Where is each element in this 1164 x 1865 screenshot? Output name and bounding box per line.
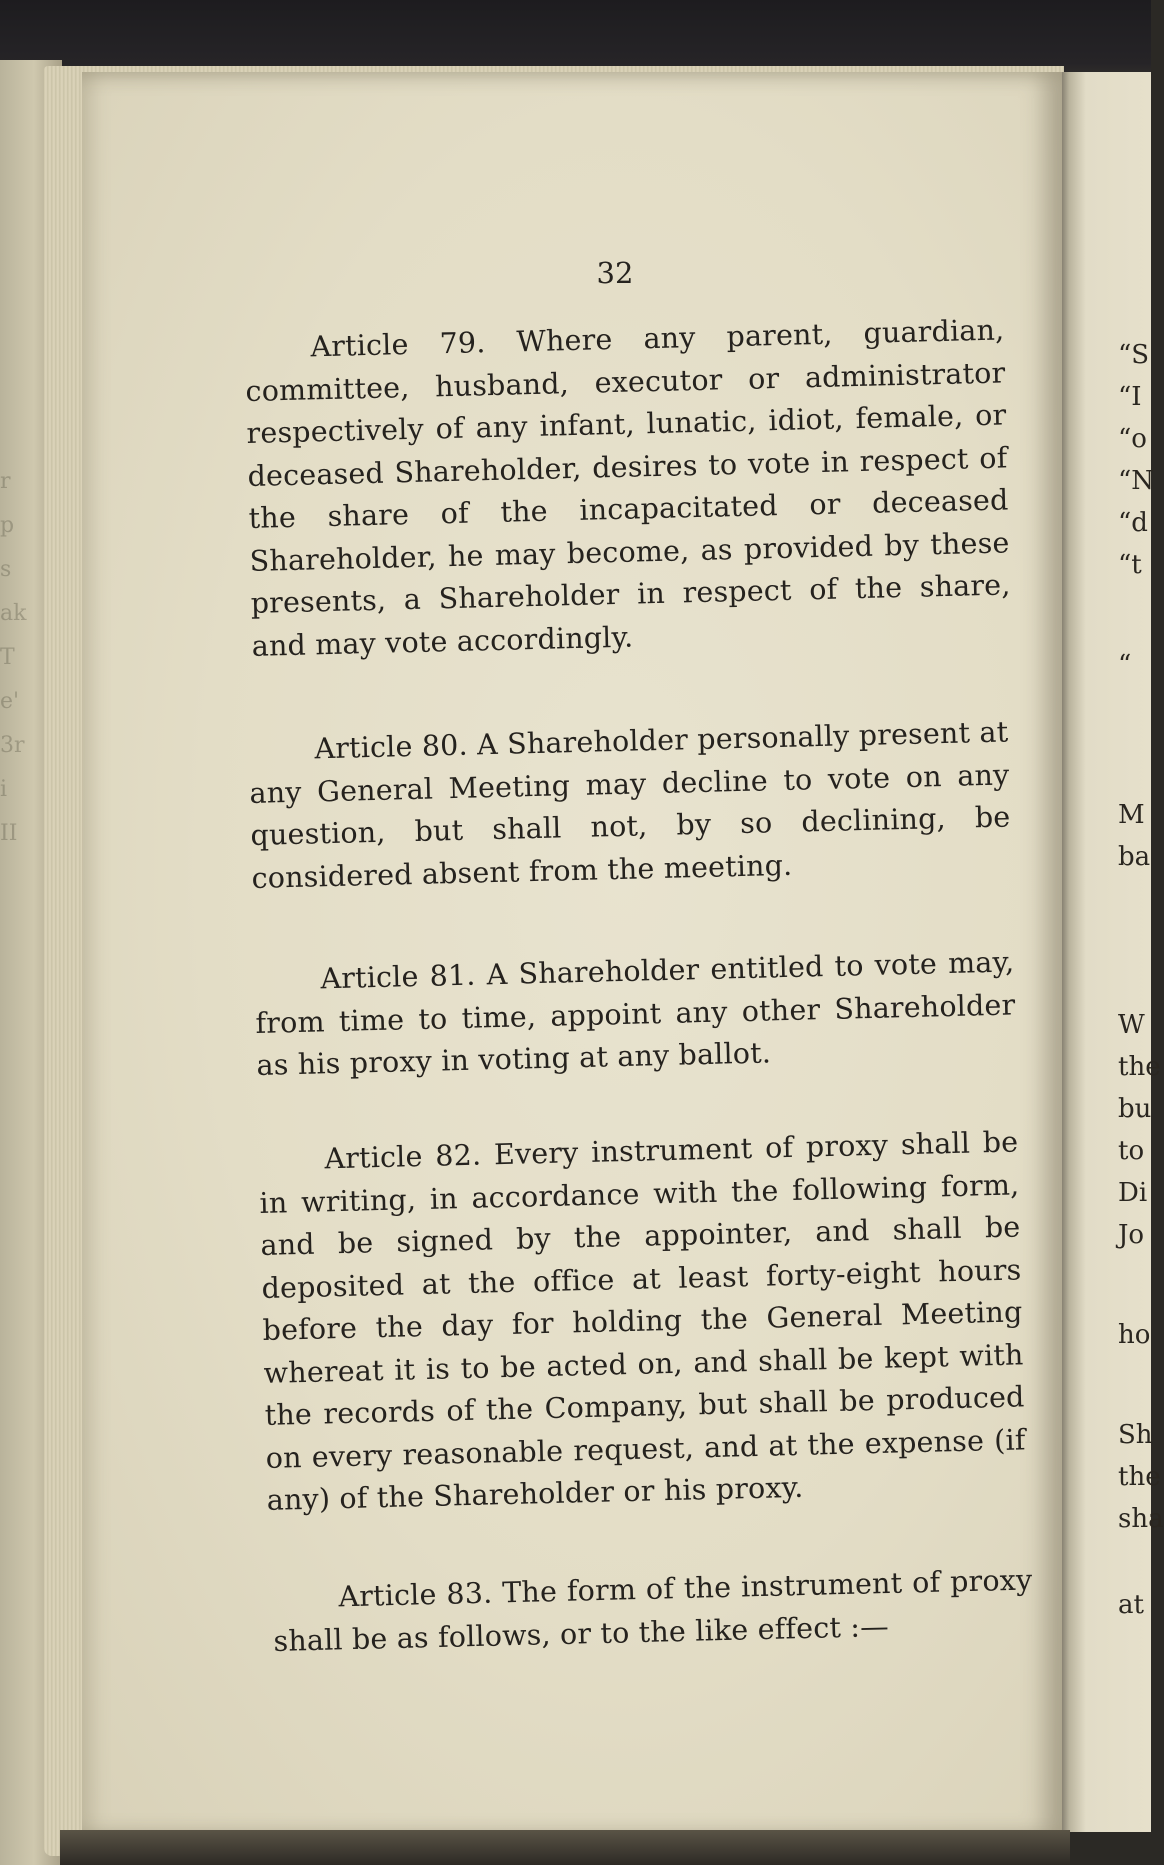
- right-fragment: ho: [1118, 1320, 1151, 1350]
- article-80: [248, 711, 1012, 900]
- left-fragment: T: [0, 645, 15, 670]
- right-fragment: “N: [1118, 466, 1155, 496]
- right-fragment: “d: [1118, 508, 1148, 538]
- left-fragment: ak: [0, 601, 27, 626]
- left-fragment: s: [0, 557, 12, 582]
- right-fragment: the: [1118, 1052, 1161, 1082]
- article-82-text: Article 82. Every instrument of proxy shall be in writing, in accordance with the following form, and be signed by the appointer, and shall be deposited at the office at least forty-eight hours before the day for holding the General Meeting whereat it is to be acted on, and shall be kept with the records of the Company, but shall be produced on every reasonable request, and at the expense (if any) of the Shareholder or his proxy.: [259, 1125, 1026, 1517]
- right-fragment: ba: [1118, 842, 1151, 872]
- right-fragment: “o: [1118, 424, 1147, 454]
- article-81-text: Article 81. A Shareholder entitled to vote may, from time to time, appoint any other Shareholder as his proxy in voting at any ballot.: [255, 945, 1016, 1082]
- right-fragment: the: [1118, 1462, 1161, 1492]
- article-79: [244, 309, 1012, 667]
- article-79-text: Article 79. Where any parent, guardian, committee, husband, executor or administrator respectively of any infant, lunatic, idiot, female, or deceased Shareholder, desires to vote in respect of the share of the incapacitated or deceased Shareholder, he may become, as provided by these presents, a Shareholder in respect of the share, and may vote accordingly.: [245, 313, 1011, 663]
- right-fragment: “I: [1118, 382, 1142, 412]
- right-fragment: bu: [1118, 1094, 1152, 1124]
- left-fragment: i: [0, 777, 8, 802]
- right-fragment: W: [1118, 1010, 1145, 1040]
- right-fragment: Sh: [1118, 1420, 1153, 1450]
- article-80-text: Article 80. A Shareholder personally present at any General Meeting may decline to vote on any question, but shall not, by so declining, be considered absent from the meeting.: [249, 715, 1011, 895]
- article-83-text: Article 83. The form of the instrument of proxy shall be as follows, or to the like effect :—: [273, 1563, 1033, 1658]
- left-fragment: 3r: [0, 733, 25, 758]
- right-fragment: “t: [1118, 550, 1142, 580]
- right-fragment: Di: [1118, 1178, 1148, 1208]
- right-fragment: “: [1118, 650, 1132, 680]
- page-number: 32: [596, 256, 634, 290]
- article-82: [258, 1121, 1027, 1522]
- article-81: [254, 941, 1017, 1087]
- left-fragment: e': [0, 689, 20, 714]
- right-fragment: sha: [1118, 1504, 1164, 1534]
- right-fragment: “S: [1118, 340, 1150, 370]
- left-fragment: p: [0, 513, 15, 538]
- left-fragment: II: [0, 821, 18, 846]
- right-fragment: M: [1118, 800, 1145, 830]
- right-page: [1058, 72, 1151, 1832]
- right-fragment: Jo: [1118, 1220, 1145, 1250]
- left-fragment: r: [0, 469, 11, 494]
- right-fragment: to: [1118, 1136, 1145, 1166]
- bottom-edge: [60, 1830, 1070, 1865]
- right-fragment: at: [1118, 1590, 1144, 1620]
